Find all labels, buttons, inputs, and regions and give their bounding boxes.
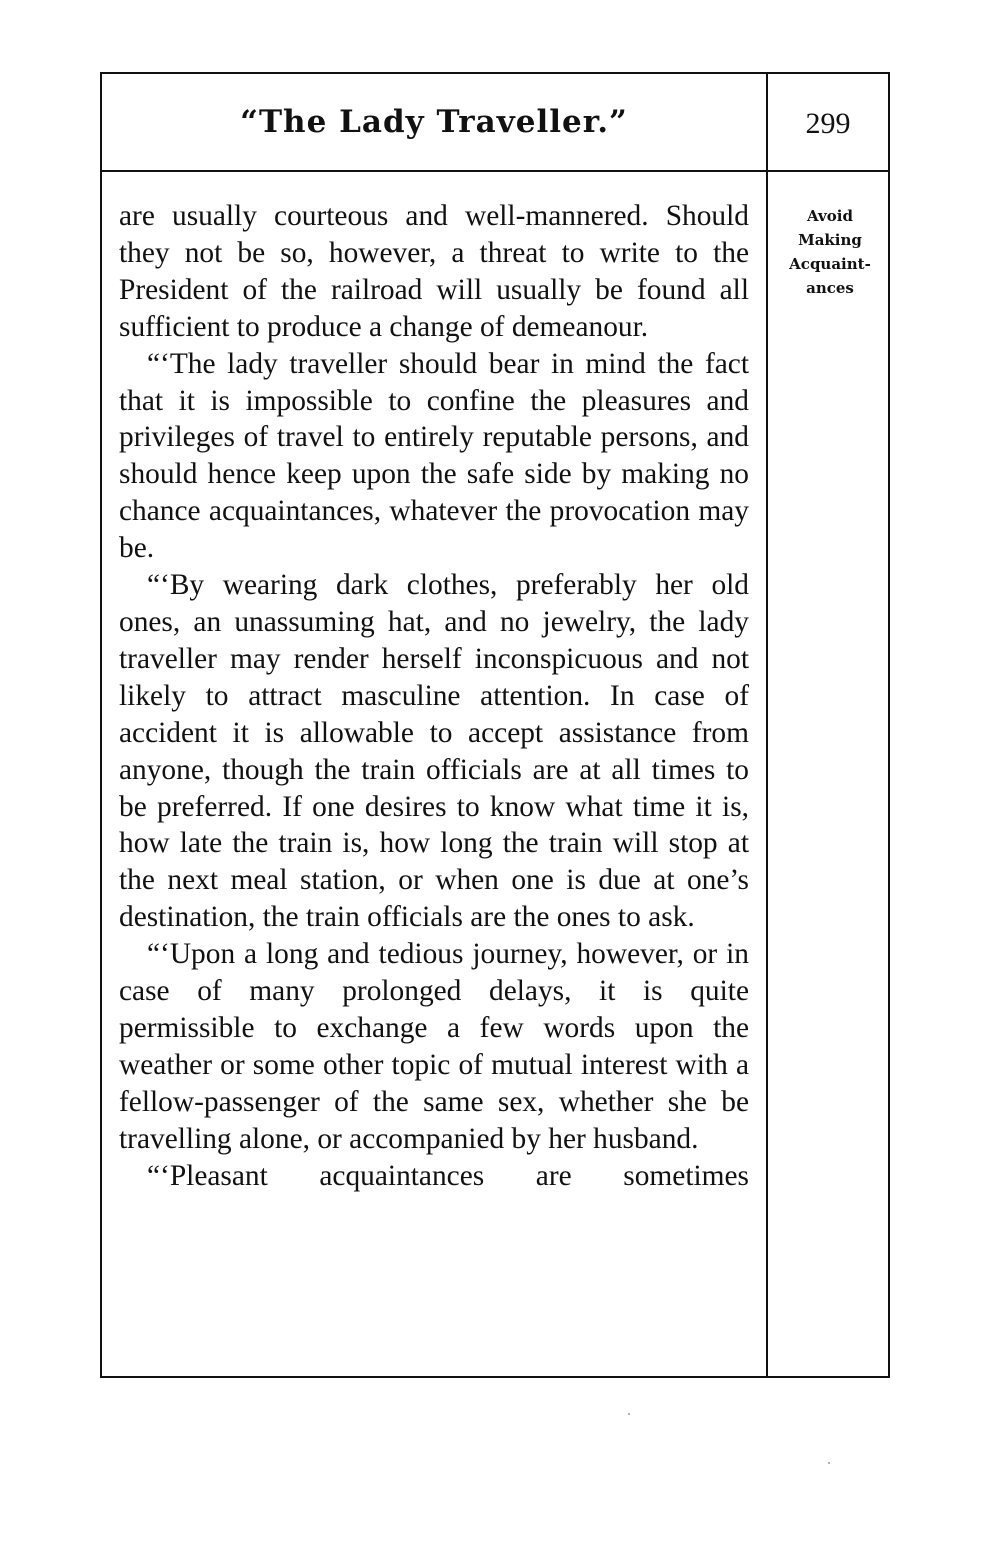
paragraph-3: “‘By wearing dark clothes, preferably her old ones, an unassuming hat, and no jewelry, the lady traveller may render herself inconspicuous and not likely to attract masculine attention. In case of accident it is allowable to accept assistance from anyone, though the train officials are at all times to be preferred. If one desires to know what time it is, how late the train is, how long the train will stop at the next meal station, or when one is due at one’s destination, the train officials are the ones to ask. xyxy=(119,569,749,934)
page-frame xyxy=(100,72,890,1378)
sidenote-line: Avoid xyxy=(807,207,853,225)
paragraph-1: are usually courteous and well-mannered. Should they not be so, however, a threat to write to the President of the railroad will usually be found all sufficient to produce a change of demeanour. xyxy=(119,200,749,343)
sidenote-line: ances xyxy=(806,279,854,297)
margin-sidenote xyxy=(772,204,888,300)
sidenote-line: Making xyxy=(798,231,862,249)
scan-speck xyxy=(828,1462,830,1464)
running-header xyxy=(102,74,888,172)
page-number: 299 xyxy=(805,107,851,140)
paragraph-2: “‘The lady traveller should bear in mind the fact that it is impossible to confine the pleasures and privileges of travel to entirely reputable persons, and should hence keep upon the safe side by making no chance acquaintances, whatever the provocation may be. xyxy=(119,347,749,565)
paragraph-4: “‘Upon a long and tedious journey, however, or in case of many prolonged delays, it is quite permissible to exchange a few words upon the weather or some other topic of mutual interest with a fellow-passenger of the same sex, whether she be travelling alone, or accompanied by her husband. xyxy=(119,938,749,1155)
running-title: “The Lady Traveller.” xyxy=(240,104,628,140)
scan-speck xyxy=(628,1413,630,1415)
sidenote-line: Acquaint- xyxy=(789,255,871,273)
body-text xyxy=(119,198,749,1194)
column-divider xyxy=(766,74,768,1376)
paragraph-5: “‘Pleasant acquaintances are sometimes xyxy=(147,1159,749,1192)
